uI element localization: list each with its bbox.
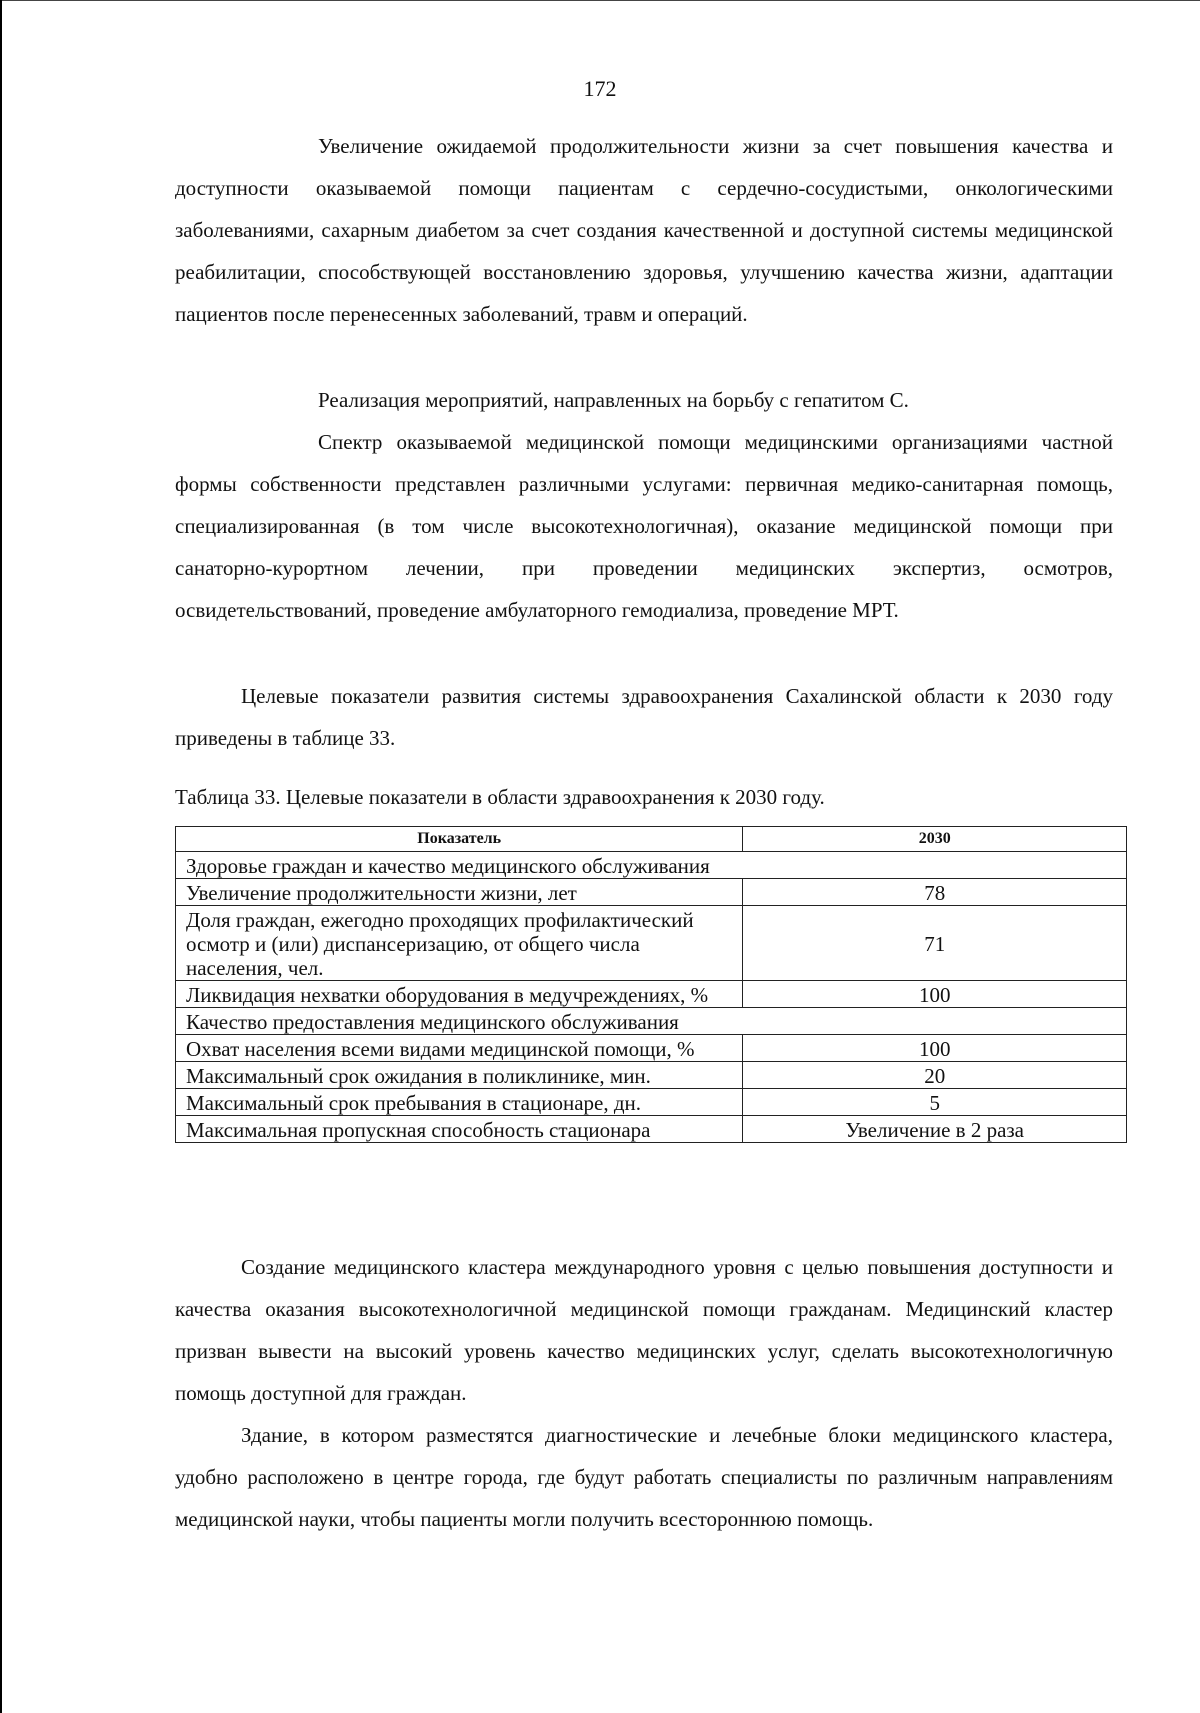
row-value: 20 [743, 1062, 1127, 1089]
table-header-row [176, 827, 1127, 852]
row-label: Охват населения всеми видами медицинской помощи, % [176, 1035, 743, 1062]
row-label: Максимальный срок пребывания в стационаре, дн. [176, 1089, 743, 1116]
table-section-row [176, 1008, 1127, 1035]
paragraph-life-expectancy: Увеличение ожидаемой продолжительности жизни за счет повышения качества и доступности оказываемой помощи пациентам с сердечно-сосудистыми, онкологическими заболеваниями, сахарным диабетом за счет создания качественной и доступной системы медицинской реабилитации, способствующей восстановлению здоровья, улучшению качества жизни, адаптации пациентов после перенесенных заболеваний, травм и операций. [175, 134, 1113, 326]
targets-table [175, 826, 1127, 1143]
paragraph-targets-intro: Целевые показатели развития системы здравоохранения Сахалинской области к 2030 году приведены в таблице 33. [175, 684, 1113, 750]
row-value: 71 [743, 906, 1127, 981]
page-number: 172 [583, 76, 617, 101]
table-row [176, 879, 1127, 906]
table-row [176, 1089, 1127, 1116]
row-label: Ликвидация нехватки оборудования в медучреждениях, % [176, 981, 743, 1008]
column-header-2030: 2030 [743, 827, 1127, 852]
row-value: 78 [743, 879, 1127, 906]
table-row [176, 981, 1127, 1008]
table-row [176, 906, 1127, 981]
row-label: Доля граждан, ежегодно проходящих профилактический осмотр и (или) диспансеризацию, от общего числа населения, чел. [176, 906, 743, 981]
row-value: 100 [743, 981, 1127, 1008]
section-health-quality: Здоровье граждан и качество медицинского обслуживания [176, 852, 1127, 879]
scan-top-edge [0, 0, 1200, 1]
section-service-quality: Качество предоставления медицинского обслуживания [176, 1008, 1127, 1035]
paragraph-cluster-building: Здание, в котором разместятся диагностические и лечебные блоки медицинского кластера, удобно расположено в центре города, где будут работать специалисты по различным направлениям медицинской науки, чтобы пациенты могли получить всестороннюю помощь. [175, 1423, 1113, 1531]
scan-left-edge [0, 0, 2, 1713]
paragraph-private-care: Спектр оказываемой медицинской помощи медицинскими организациями частной формы собственности представлен различными услугами: первичная медико-санитарная помощь, специализированная (в том числе высокотехнологичная), оказание медицинской помощи при санаторно-курортном лечении, при проведении медицинских экспертиз, осмотров, освидетельствований, проведение амбулаторного гемодиализа, проведение МРТ. [175, 430, 1113, 622]
table-row [176, 1062, 1127, 1089]
column-header-indicator: Показатель [176, 827, 743, 852]
row-value: Увеличение в 2 раза [743, 1116, 1127, 1143]
row-value: 100 [743, 1035, 1127, 1062]
paragraph-hepatitis: Реализация мероприятий, направленных на борьбу с гепатитом С. [318, 388, 909, 412]
row-label: Увеличение продолжительности жизни, лет [176, 879, 743, 906]
table-row [176, 1116, 1127, 1143]
row-value: 5 [743, 1089, 1127, 1116]
table-row [176, 1035, 1127, 1062]
row-label: Максимальный срок ожидания в поликлинике, мин. [176, 1062, 743, 1089]
table-section-row [176, 852, 1127, 879]
table-caption: Таблица 33. Целевые показатели в области здравоохранения к 2030 году. [175, 785, 825, 809]
paragraph-medical-cluster: Создание медицинского кластера международного уровня с целью повышения доступности и качества оказания высокотехнологичной медицинской помощи гражданам. Медицинский кластер призван вывести на высокий уровень качество медицинских услуг, сделать высокотехнологичную помощь доступной для граждан. [175, 1255, 1113, 1405]
row-label: Максимальная пропускная способность стационара [176, 1116, 743, 1143]
